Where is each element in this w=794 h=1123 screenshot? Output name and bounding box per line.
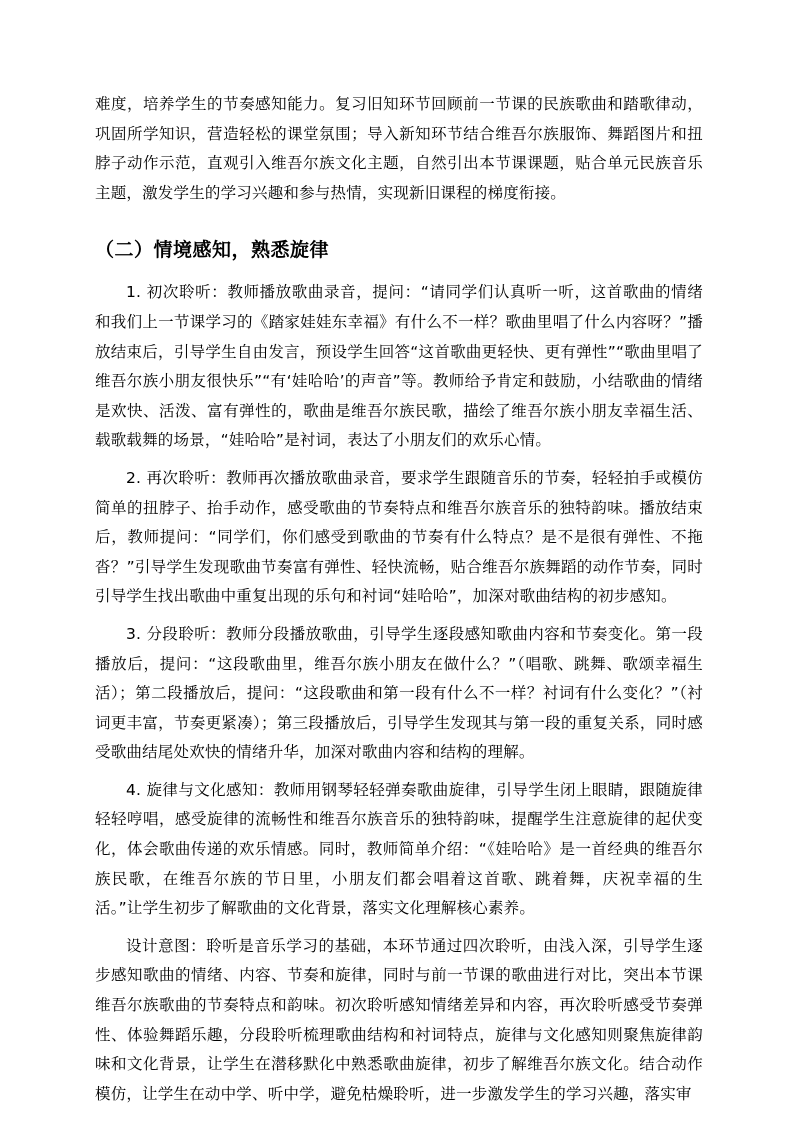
document-body — [95, 90, 703, 1109]
paragraph-melody-culture: 4. 旋律与文化感知：教师用钢琴轻轻弹奏歌曲旋律，引导学生闭上眼睛，跟随旋律轻轻哼唱，感受旋律的流畅性和维吾尔族音乐的独特韵味，提醒学生注意旋律的起伏变化，体会歌曲传递的欢乐情感。同时，教师简单介绍：“《娃哈哈》是一首经典的维吾尔族民歌，在维吾尔族的节日里，小朋友们都会唱着这首歌、跳着舞，庆祝幸福的生活。”让学生初步了解歌曲的文化背景，落实文化理解核心素养。 — [95, 780, 703, 918]
section-heading: （二）情境感知，熟悉旋律 — [95, 239, 330, 262]
intro-paragraph: 难度，培养学生的节奏感知能力。复习旧知环节回顾前一节课的民族歌曲和踏歌律动，巩固所学知识，营造轻松的课堂氛围；导入新知环节结合维吾尔族服饰、舞蹈图片和扭脖子动作示范，直观引入维吾尔族文化主题，自然引出本节课课题，贴合单元民族音乐主题，激发学生的学习兴趣和参与热情，实现新旧课程的梯度衔接。 — [95, 95, 703, 202]
paragraph-first-listening: 1. 初次聆听：教师播放歌曲录音，提问：“请同学们认真听一听，这首歌曲的情绪和我们上一节课学习的《踏家娃娃东幸福》有什么不一样？歌曲里唱了什么内容呀？”播放结束后，引导学生自由发言，预设学生回答“这首歌曲更轻快、更有弹性”“歌曲里唱了维吾尔族小朋友很快乐”“有‘娃哈哈’的声音”等。教师给予肯定和鼓励，小结歌曲的情绪是欢快、活泼、富有弹性的，歌曲是维吾尔族民歌，描绘了维吾尔族小朋友幸福生活、载歌载舞的场景，“娃哈哈”是衬词，表达了小朋友们的欢乐心情。 — [95, 283, 703, 450]
paragraph-design-intent: 设计意图：聆听是音乐学习的基础，本环节通过四次聆听，由浅入深，引导学生逐步感知歌曲的情绪、内容、节奏和旋律，同时与前一节课的歌曲进行对比，突出本节课维吾尔族歌曲的节奏特点和韵味。初次聆听感知情绪差异和内容，再次聆听感受节奏弹性、体验舞蹈乐趣，分段聆听梳理歌曲结构和衬词特点，旋律与文化感知则聚焦旋律韵味和文化背景，让学生在潜移默化中熟悉歌曲旋律，初步了解维吾尔族文化。结合动作模仿，让学生在动中学、听中学，避免枯燥聆听，进一步激发学生的学习兴趣，落实审 — [95, 936, 703, 1103]
paragraph-second-listening: 2. 再次聆听：教师再次播放歌曲录音，要求学生跟随音乐的节奏，轻轻拍手或模仿简单的扭脖子、抬手动作，感受歌曲的节奏特点和维吾尔族音乐的独特韵味。播放结束后，教师提问：“同学们，你们感受到歌曲的节奏有什么特点？是不是很有弹性、不拖沓？”引导学生发现歌曲节奏富有弹性、轻快流畅，贴合维吾尔族舞蹈的动作节奏，同时引导学生找出歌曲中重复出现的乐句和衬词“娃哈哈”，加深对歌曲结构的初步感知。 — [95, 468, 703, 606]
paragraph-segmented-listening: 3. 分段聆听：教师分段播放歌曲，引导学生逐段感知歌曲内容和节奏变化。第一段播放后，提问：“这段歌曲里，维吾尔族小朋友在做什么？”（唱歌、跳舞、歌颂幸福生活）；第二段播放后，提问：“这段歌曲和第一段有什么不一样？衬词有什么变化？”（衬词更丰富，节奏更紧凑）；第三段播放后，引导学生发现其与第一段的重复关系，同时感受歌曲结尾处欢快的情绪升华，加深对歌曲内容和结构的理解。 — [95, 624, 703, 762]
